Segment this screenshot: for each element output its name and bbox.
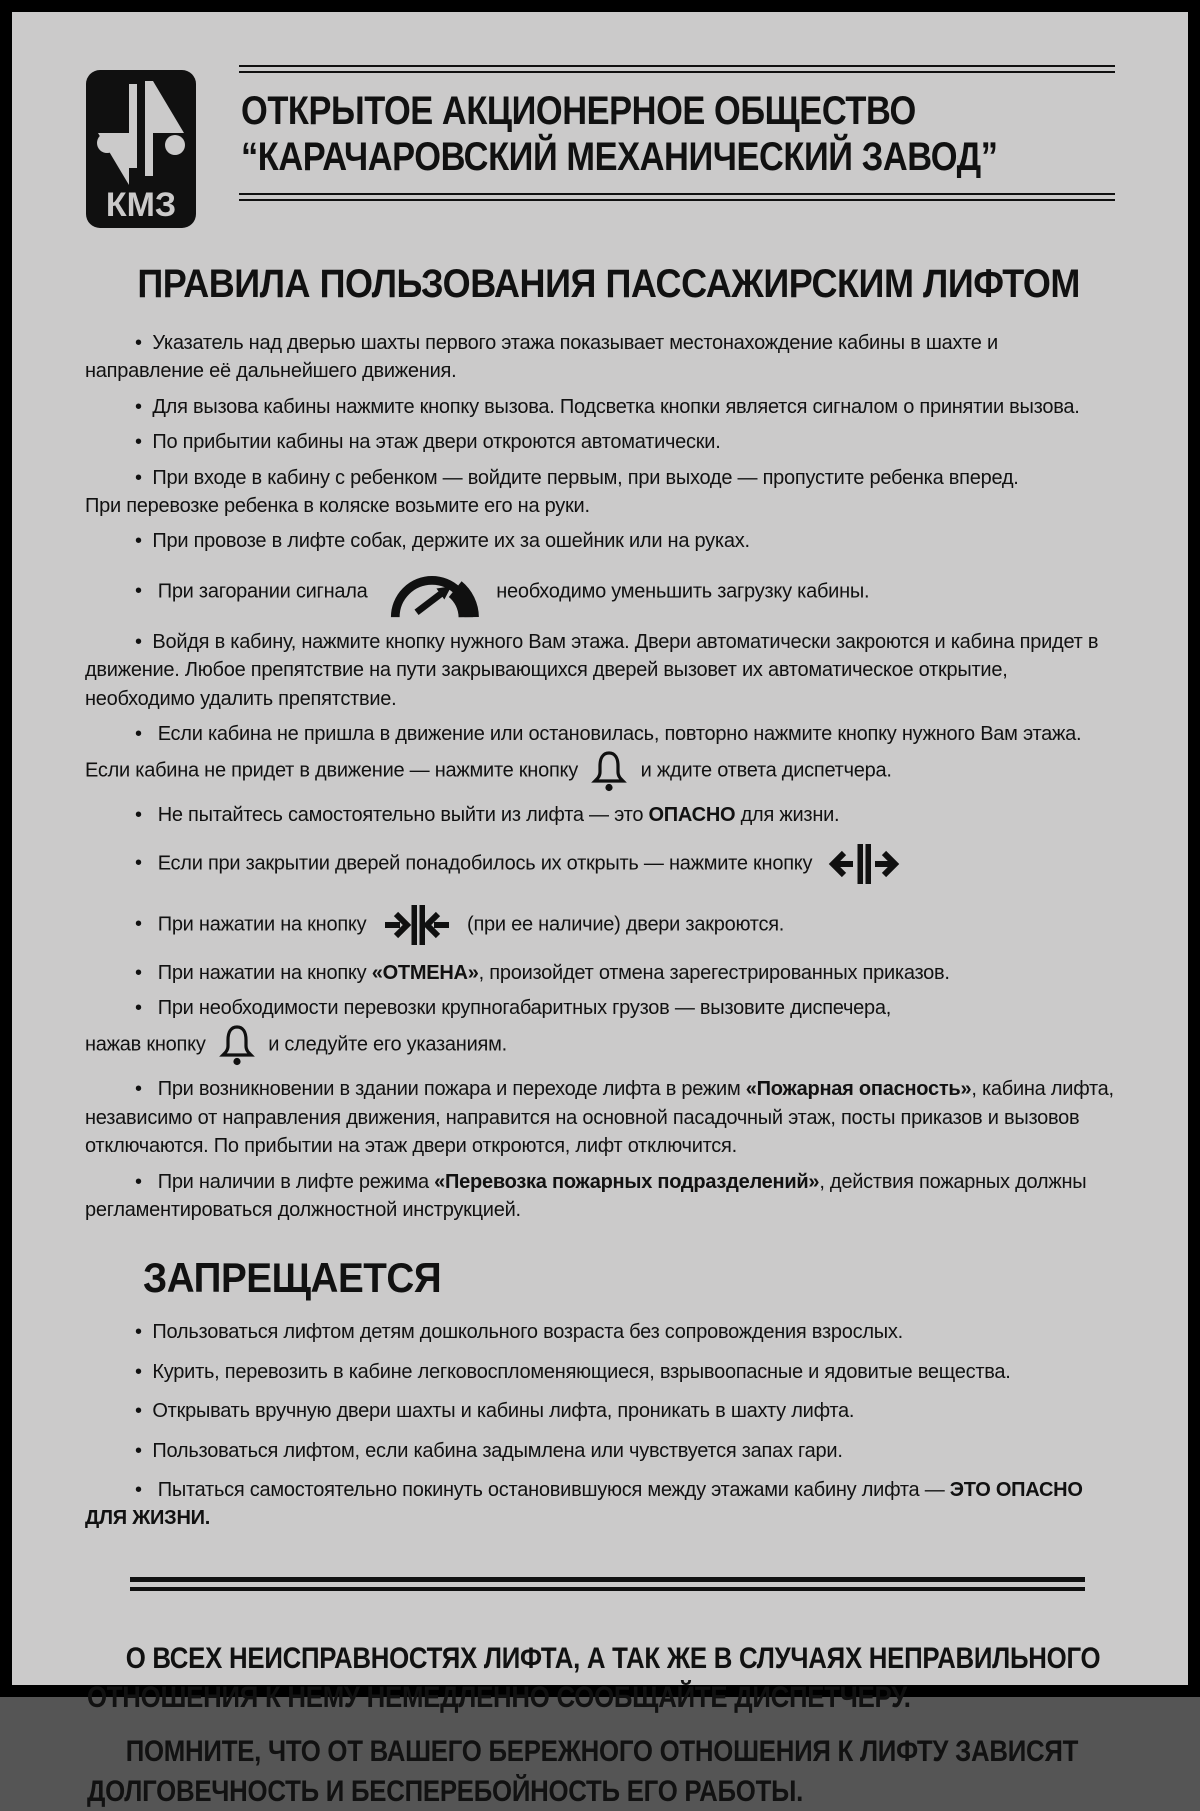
prohibited-item	[85, 1358, 1115, 1386]
rule-text: При наличии в лифте режима	[157, 1170, 429, 1193]
rule-item	[85, 994, 1115, 1068]
rule-item	[85, 563, 1115, 621]
rule-text: Если кабина не пришла в движение или остановилась, повторно нажмите кнопку нужного Вам этажа.	[157, 722, 1082, 745]
poster-sheet	[12, 12, 1188, 1808]
rule-item	[85, 464, 1115, 521]
footer-separator-rule	[130, 1577, 1085, 1591]
rule-item	[85, 628, 1115, 713]
footer-text: ПОМНИТЕ, ЧТО ОТ ВАШЕГО БЕРЕЖНОГО ОТНОШЕНИЯ К ЛИФТУ ЗАВИСЯТ	[125, 1734, 1079, 1768]
header-top-rule	[239, 65, 1115, 73]
rule-text: для жизни.	[740, 804, 840, 827]
rule-text-bold: «ОТМЕНА»	[371, 961, 479, 984]
header-titles	[239, 65, 1115, 201]
footer-paragraph	[87, 1732, 1116, 1811]
dispatcher-call-bell-icon	[591, 748, 627, 794]
rule-text: и следуйте его указаниям.	[268, 1033, 507, 1056]
door-open-icon	[828, 837, 898, 891]
prohibited-item	[85, 1318, 1115, 1346]
prohibited-item	[85, 1476, 1115, 1533]
footer-paragraph	[87, 1639, 1116, 1718]
rule-text: При перевозке ребенка в коляске возьмите его на руки.	[85, 494, 590, 517]
rule-item	[85, 428, 1115, 456]
rule-text: Курить, перевозить в кабине легковоспломеняющиеся, взрывоопасные и ядовитые вещества.	[152, 1360, 1011, 1383]
rule-text-bold: «Пожарная опасность»	[745, 1078, 972, 1101]
org-name	[241, 89, 1115, 180]
rule-text: При загорании сигнала	[157, 580, 368, 603]
rule-text: Не пытайтесь самостоятельно выйти из лифта — это	[157, 804, 644, 827]
rule-text-bold: «Перевозка пожарных подразделений»	[434, 1170, 820, 1193]
rule-text: Пользоваться лифтом, если кабина задымлена или чувствуется запах гари.	[152, 1439, 843, 1462]
prohibited-heading-text: ЗАПРЕЩАЕТСЯ	[143, 1254, 442, 1302]
overload-gauge-icon	[383, 563, 481, 621]
org-name-line1: ОТКРЫТОЕ АКЦИОНЕРНОЕ ОБЩЕСТВО	[241, 89, 916, 133]
rule-text: и ждите ответа диспетчера.	[640, 759, 892, 782]
door-close-icon	[382, 898, 452, 952]
rule-text: Указатель над дверью шахты первого этажа показывает местонахождение кабины в шахте и направление её дальнейшего движения.	[85, 332, 998, 383]
rule-item	[85, 393, 1115, 421]
dispatcher-call-bell-icon	[219, 1022, 255, 1068]
rule-item	[85, 837, 1115, 891]
rule-item	[85, 720, 1115, 794]
header	[85, 70, 1115, 228]
rule-text: При возникновении в здании пожара и переходе лифта в режим	[157, 1078, 741, 1101]
kmz-logo	[85, 70, 197, 228]
rules-list	[85, 329, 1115, 1224]
org-name-line2: “КАРАЧАРОВСКИЙ МЕХАНИЧЕСКИЙ ЗАВОД”	[241, 134, 998, 179]
rule-text: По прибытии кабины на этаж двери откроются автоматически.	[152, 431, 721, 454]
rule-text: , кабина лифта, независимо от направления движения, направится на основной пасадочный этаж, посты приказов и вызовов отключаются. По прибытии на этаж двери откроются, лифт отключится.	[85, 1078, 1114, 1158]
rule-text: Пытаться самостоятельно покинуть остановившуюся между этажами кабину лифта —	[157, 1478, 945, 1501]
footer-text: ДОЛГОВЕЧНОСТЬ И БЕСПЕРЕБОЙНОСТЬ ЕГО РАБОТЫ.	[87, 1774, 803, 1808]
rule-text: нажав кнопку	[85, 1033, 206, 1056]
rule-item	[85, 898, 1115, 952]
prohibited-item	[85, 1397, 1115, 1425]
logo-abbr: КМЗ	[105, 186, 177, 224]
rule-text-bold: ЭТО ОПАСНО ДЛЯ ЖИЗНИ.	[85, 1478, 1083, 1530]
prohibited-heading	[143, 1254, 1115, 1302]
rule-text: (при ее наличие) двери закроются.	[467, 912, 785, 935]
page-title-text: ПРАВИЛА ПОЛЬЗОВАНИЯ ПАССАЖИРСКИМ ЛИФТОМ	[137, 262, 1080, 306]
page-title	[85, 262, 1115, 307]
rule-text: При необходимости перевозки крупногабаритных грузов — вызовите диспечера,	[157, 997, 892, 1020]
prohibited-item	[85, 1437, 1115, 1465]
rule-text: необходимо уменьшить загрузку кабины.	[496, 580, 870, 603]
rule-text: , действия пожарных должны регламентироваться должностной инструкцией.	[85, 1170, 1087, 1222]
header-bottom-rule	[239, 193, 1115, 201]
rule-item	[85, 329, 1115, 386]
rule-item	[85, 801, 1115, 829]
rule-item	[85, 1075, 1115, 1160]
footer	[87, 1639, 1115, 1811]
rule-text: При входе в кабину с ребенком — войдите первым, при выходе — пропустите ребенка вперед.	[152, 466, 1019, 489]
rule-text: При провозе в лифте собак, держите их за ошейник или на руках.	[152, 530, 750, 553]
footer-text: ОТНОШЕНИЯ К НЕМУ НЕМЕДЛЕННО СООБЩАЙТЕ ДИСПЕТЧЕРУ.	[87, 1681, 911, 1715]
rule-text: Если кабина не придет в движение — нажмите кнопку	[85, 759, 579, 782]
rule-text: Пользоваться лифтом детям дошкольного возраста без сопровождения взрослых.	[152, 1321, 903, 1344]
rule-text: Открывать вручную двери шахты и кабины лифта, проникать в шахту лифта.	[152, 1400, 855, 1423]
prohibited-section	[85, 1254, 1115, 1532]
rule-text: При нажатии на кнопку	[157, 961, 367, 984]
rule-text: При нажатии на кнопку	[157, 912, 367, 935]
rule-item	[85, 959, 1115, 987]
rule-text: Войдя в кабину, нажмите кнопку нужного Вам этажа. Двери автоматически закроются и кабина придет в движение. Любое препятствие на пути закрывающихся дверей вызовет их автоматическое открытие, необходимо удалить препятствие.	[85, 630, 1099, 710]
rule-item	[85, 527, 1115, 555]
rule-text: Для вызова кабины нажмите кнопку вызова. Подсветка кнопки является сигналом о принятии вызова.	[152, 395, 1080, 418]
rule-text-bold: ОПАСНО	[648, 804, 736, 827]
rule-item	[85, 1168, 1115, 1225]
rule-text: Если при закрытии дверей понадобилось их открыть — нажмите кнопку	[157, 851, 813, 874]
footer-text: О ВСЕХ НЕИСПРАВНОСТЯХ ЛИФТА, А ТАК ЖЕ В СЛУЧАЯХ НЕПРАВИЛЬНОГО	[125, 1641, 1101, 1675]
rule-text: , произойдет отмена зарегестрированных приказов.	[478, 961, 950, 984]
